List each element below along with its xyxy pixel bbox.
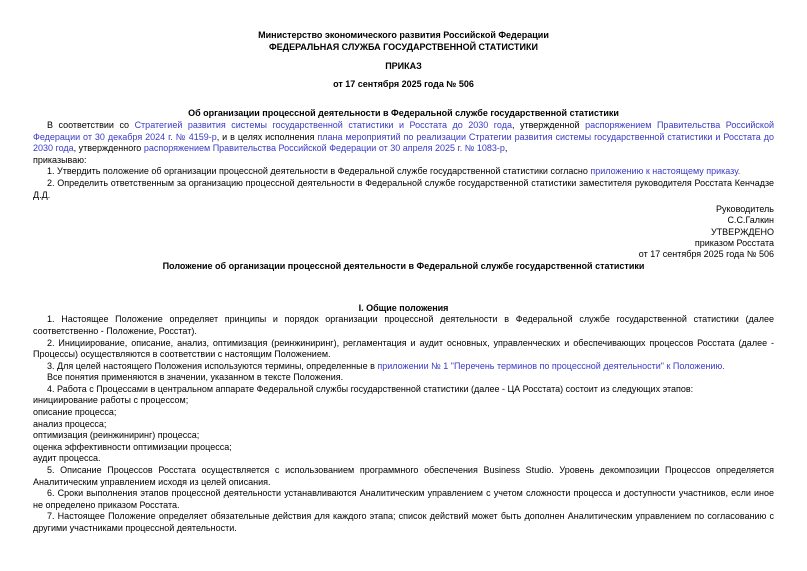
text-segment: , <box>504 143 508 154</box>
document-link[interactable]: плана мероприятий по реализации Стратегии развития системы государственной статистики и Росстата до 2030 года <box>33 131 774 154</box>
stage-item: оценка эффективности оптимизации процесса; <box>33 441 232 452</box>
stage-item: оптимизация (реинжиниринг) процесса; <box>33 430 200 441</box>
regulation-paragraph-7: 7. Настоящее Положение определяет обязательные действия для каждого этапа; список действий может быть дополнен Аналитическим управлением по согласованию с другими участниками процессной деятельности. <box>33 511 774 534</box>
regulation-title: Положение об организации процессной деятельности в Федеральной службе государственной статистики <box>162 261 645 272</box>
regulation-paragraph-5: 5. Описание Процессов Росстата осуществляется с использованием программного обеспечения Business Studio. Уровень декомпозиции Процессов определяется Аналитическим управлением исходя из целей описания. <box>33 465 774 487</box>
regulation-paragraph-4: 4. Работа с Процессами в центральном аппарате Федеральной службы государственной статистики (далее - ЦА Росстата) состоит из следующих этапов: <box>47 383 694 394</box>
approved-by: приказом Росстата <box>694 237 774 248</box>
regulation-paragraph-6: 6. Сроки выполнения этапов процессной деятельности устанавливаются Аналитическим управлением с учетом сложности процесса и доступности участников, если иное не определено приказом Росстата. <box>33 488 774 510</box>
regulation-paragraph-3 <box>33 361 774 373</box>
section-heading: I. Общие положения <box>358 302 449 313</box>
text-segment: В соответствии со <box>47 119 135 130</box>
stage-item: описание процесса; <box>33 407 117 418</box>
ministry-name: Министерство экономического развития Российской Федерации <box>258 30 549 40</box>
text-segment: , утвержденного <box>73 143 144 154</box>
stage-item: аудит процесса. <box>33 453 101 464</box>
document-type: ПРИКАЗ <box>385 61 422 72</box>
signature-role: Руководитель <box>716 204 774 215</box>
document-link[interactable]: распоряжением Правительства Российской Федерации от 30 декабря 2024 г. № 4159-р <box>33 119 774 142</box>
order-item-1 <box>33 166 774 178</box>
stage-item: анализ процесса; <box>33 418 107 429</box>
stage-item: инициирование работы с процессом; <box>33 395 189 406</box>
regulation-paragraph-3-note: Все понятия применяются в значении, указанном в тексте Положения. <box>47 372 344 383</box>
approved-label: УТВЕРЖДЕНО <box>710 226 774 237</box>
agency-name: ФЕДЕРАЛЬНАЯ СЛУЖБА ГОСУДАРСТВЕННОЙ СТАТИСТИКИ <box>269 41 538 52</box>
text-segment: 1. Утвердить положение об организации процессной деятельности в Федеральной службе государственной статистики согласно <box>47 166 591 177</box>
order-word: приказываю: <box>33 154 87 165</box>
text-segment: , и в целях исполнения <box>216 131 318 142</box>
regulation-paragraph-1: 1. Настоящее Положение определяет принципы и порядок организации процессной деятельности в Федеральной службе государственной статистики (далее соответственно - Положение, Росстат). <box>33 314 774 336</box>
document-link[interactable]: приложению к настоящему приказу. <box>590 166 741 177</box>
document-date-number: от 17 сентября 2025 года № 506 <box>333 78 474 89</box>
signatory-name: С.С.Галкин <box>727 215 774 226</box>
document-link[interactable]: Стратегией развития системы государственной статистики и Росстата до 2030 года <box>134 119 512 130</box>
preamble-paragraph <box>33 120 774 155</box>
document-title: Об организации процессной деятельности в Федеральной службе государственной статистики <box>188 108 619 119</box>
regulation-paragraph-2: 2. Инициирование, описание, анализ, оптимизация (реинжиниринг), регламентация и аудит основных, управленческих и обеспечивающих процессов Росстата (далее - Процессы) осуществляются в соответствии с настоящим Положением. <box>33 337 774 360</box>
text-segment: , утвержденной <box>511 119 586 130</box>
order-item-2: 2. Определить ответственным за организацию процессной деятельности в Федеральной службе государственной статистики заместителя руководителя Росстата Кенчадзе Д.Д. <box>33 177 774 200</box>
approved-date-number: от 17 сентября 2025 года № 506 <box>638 248 774 259</box>
text-segment: 3. Для целей настоящего Положения используются термины, определенные в <box>47 360 378 371</box>
signature-block <box>33 204 774 260</box>
document-link[interactable]: приложении № 1 "Перечень терминов по процессной деятельности" к Положению. <box>377 360 725 371</box>
document-link[interactable]: распоряжением Правительства Российской Федерации от 30 апреля 2025 г. № 1083-р <box>143 143 505 154</box>
stage-list <box>33 395 774 465</box>
